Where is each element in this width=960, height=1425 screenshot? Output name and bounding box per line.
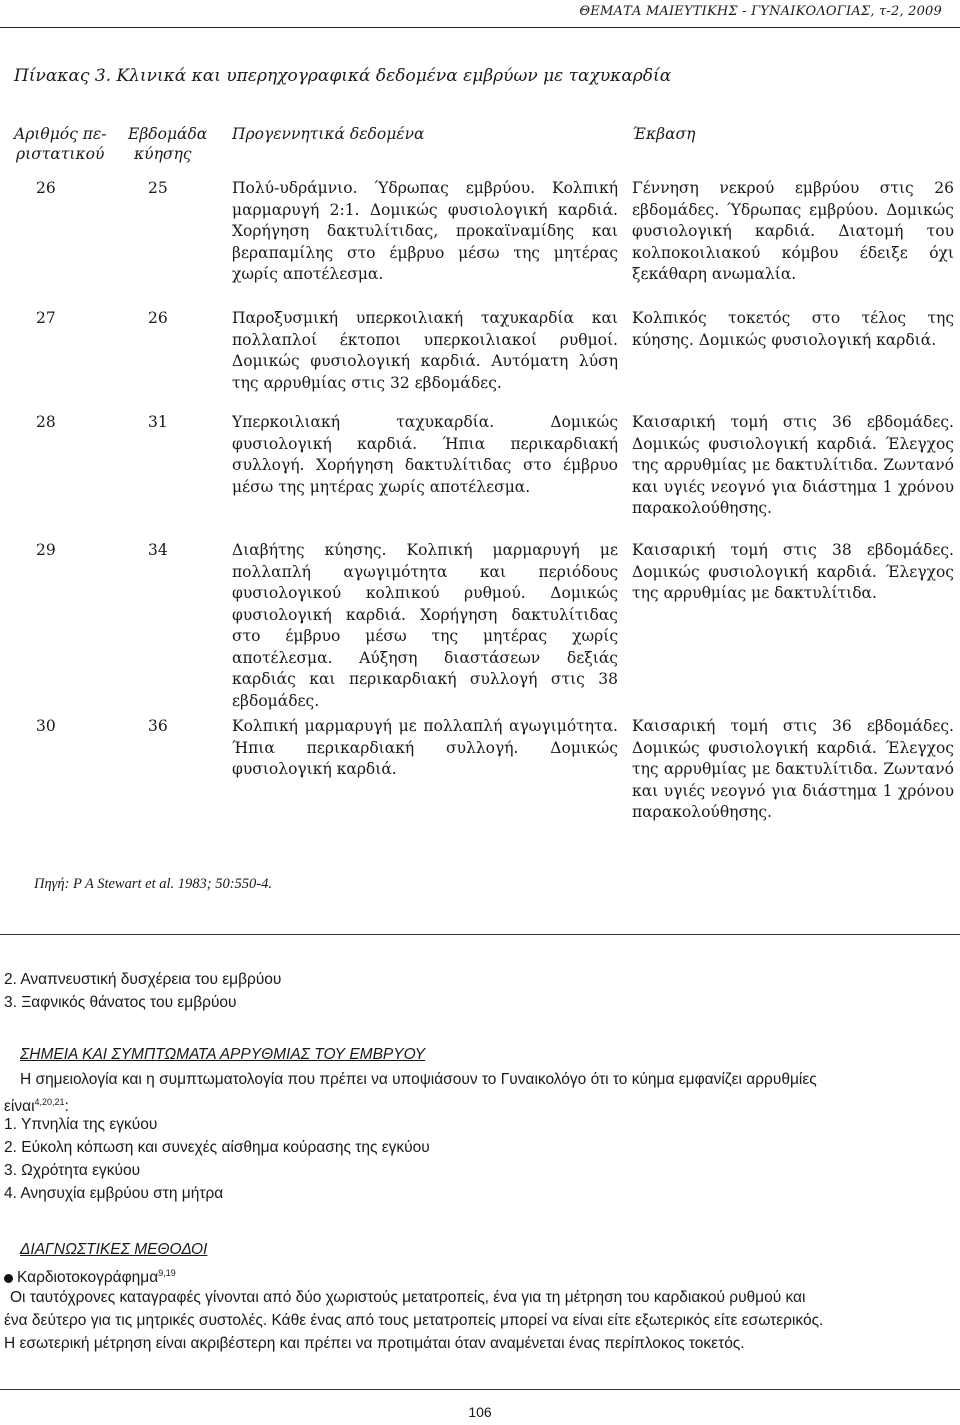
row4-prenatal: Διαβήτης κύησης. Κολπική μαρμαρυγή με πολλαπλή αγωγιμότητα και περιόδους φυσιολογικού κολπικού ρυθμού. Δομικώς φυσιολογική καρδιά. Χορήγηση δακτυλίτιδας στο έμβρυο μέσω της μητέρας χωρίς αποτέλεσμα. Αύξηση διαστάσεων δεξιάς καρδιάς και περικαρδιακή συλλογή στις 38 εβδομάδες. [232,541,618,710]
header-prenatal: Προγεννητικά δεδομένα [232,125,425,143]
table-title: Πίνακας 3. Κλινικά και υπερηχογραφικά δεδομένα εμβρύων με ταχυκαρδία [14,66,672,86]
list-item: 1. Υπνηλία της εγκύου [4,1116,158,1133]
signs-intro [4,1068,956,1118]
footer-rule [0,1389,960,1390]
intro-colon: : [64,1098,69,1116]
row4-week: 34 [148,541,168,559]
list-item: 4. Ανησυχία εμβρύου στη μήτρα [4,1185,224,1202]
citation-sup: 9,19 [158,1268,176,1278]
row1-week: 25 [148,179,168,197]
row1-prenatal: Πολύ-υδράμνιο. Ύδρωπας εμβρύου. Κολπική μαρμαρυγή 2:1. Δομικώς φυσιολογική καρδιά. Χορήγηση δακτυλίτιδας, προκαϊναμίδης και βεραπαμίλης στο έμβρυο μέσω της μητέρας χωρίς αποτέλεσμα. [232,179,618,283]
row4-outcome: Καισαρική τομή στις 38 εβδομάδες. Δομικώς φυσιολογική καρδιά. Έλεγχος της αρρυθμίας με δακτυλίτιδα. [632,541,954,602]
row5-prenatal: Κολπική μαρμαρυγή με πολλαπλή αγωγιμότητα. Ήπια περικαρδιακή συλλογή. Δομικώς φυσιολογική καρδιά. [232,717,618,778]
header-outcome: Έκβαση [632,125,696,143]
paragraph-line: Οι ταυτόχρονες καταγραφές γίνονται από δύο χωριστούς μετατροπείς, ένα για τη μέτρηση του καρδιακού ρυθμού και [10,1289,806,1306]
signs-heading: ΣΗΜΕΙΑ ΚΑΙ ΣΥΜΠΤΩΜΑΤΑ ΑΡΡΥΘΜΙΑΣ ΤΟΥ ΕΜΒΡΥΟΥ [20,1046,426,1063]
signs-intro-line1: Η σημειολογία και η συμπτωματολογία που πρέπει να υποψιάσουν το Γυναικολόγο ότι το κύημα εμφανίζει αρρυθμίες [20,1071,817,1088]
row3-week: 31 [148,413,168,431]
row3-case: 28 [36,413,56,431]
row1-case: 26 [36,179,56,197]
row5-outcome: Καισαρική τομή στις 36 εβδομάδες. Δομικώς φυσιολογική καρδιά. Έλεγχος της αρρυθμίας με δακτυλίτιδα. Ζωντανό και υγιές νεογνό για διάστημα 1 χρόνου παρακολούθησης. [632,717,954,821]
row1-outcome: Γέννηση νεκρού εμβρύου στις 26 εβδομάδες. Ύδρωπας εμβρύου. Δομικώς φυσιολογική καρδιά. Διατομή του κολποκοιλιακού κόμβου έδειξε όχι ξεκάθαρη ανωμαλία. [632,179,954,283]
row4-case: 29 [36,541,56,559]
citation-sup: 4,20,21 [34,1097,65,1107]
ctg-label: Καρδιοτοκογράφημα [17,1269,159,1287]
list-item: 2. Αναπνευστική δυσχέρεια του εμβρύου [4,971,282,988]
top-rule [0,27,960,28]
paragraph-line: ένα δεύτερο για τις μητρικές συστολές. Κάθε ένας από τους μετατροπείς μπορεί να είναι είτε εξωτερικός είτε εσωτερικός. [4,1312,824,1329]
header-gestation-week [128,124,228,164]
signs-list [4,1113,430,1205]
list-item: 3. Ωχρότητα εγκύου [4,1162,141,1179]
row2-prenatal: Παροξυσμική υπερκοιλιακή ταχυκαρδία και πολλαπλοί έκτοποι υπερκοιλιακοί ρυθμοί. Δομικώς φυσιολογική καρδιά. Αυτόματη λύση της αρρυθμίας στις 32 εβδομάδες. [232,309,618,392]
ctg-paragraph [4,1286,956,1355]
bullet-icon [4,1274,13,1283]
row3-prenatal: Υπερκοιλιακή ταχυκαρδία. Δομικώς φυσιολογική καρδιά. Ήπια περικαρδιακή συλλογή. Χορήγηση δακτυλίτιδας στο έμβρυο μέσω της μητέρας χωρίς αποτέλεσμα. [232,413,618,496]
header-case-line1: Αριθμός πε- [14,125,107,143]
header-case-line2: ριστατικού [16,145,105,163]
list-item: 2. Εύκολη κόπωση και συνεχές αίσθημα κούρασης της εγκύου [4,1139,430,1156]
row2-week: 26 [148,309,168,327]
continued-list [4,968,281,1014]
list-item: 3. Ξαφνικός θάνατος του εμβρύου [4,994,237,1011]
row2-outcome: Κολπικός τοκετός στο τέλος της κύησης. Δομικώς φυσιολογική καρδιά. [632,309,954,349]
header-week-line1: Εβδομάδα [128,125,208,143]
section-divider [0,934,960,935]
row5-case: 30 [36,717,56,735]
diagnostic-heading: ΔΙΑΓΝΩΣΤΙΚΕΣ ΜΕΘΟΔΟΙ [20,1241,208,1258]
header-case-number [14,124,124,164]
row3-outcome: Καισαρική τομή στις 36 εβδομάδες. Δομικώς φυσιολογική καρδιά. Έλεγχος της αρρυθμίας με δακτυλίτιδα. Ζωντανό και υγιές νεογνό για διάστημα 1 χρόνου παρακολούθησης. [632,413,954,517]
table-source: Πηγή: P A Stewart et al. 1983; 50:550-4. [34,876,272,892]
paragraph-line: Η εσωτερική μέτρηση είναι ακριβέστερη και πρέπει να προτιμάται όταν αναμένεται ένας περίπλοκος τοκετός. [4,1335,745,1352]
intro-end: είναι [4,1098,35,1116]
row2-case: 27 [36,309,56,327]
header-week-line2: κύησης [134,145,192,163]
running-head: ΘΕΜΑΤΑ ΜΑΙΕΥΤΙΚΗΣ - ΓΥΝΑΙΚΟΛΟΓΙΑΣ, τ-2, 2009 [579,4,942,19]
page-number: 106 [468,1404,492,1420]
row5-week: 36 [148,717,168,735]
